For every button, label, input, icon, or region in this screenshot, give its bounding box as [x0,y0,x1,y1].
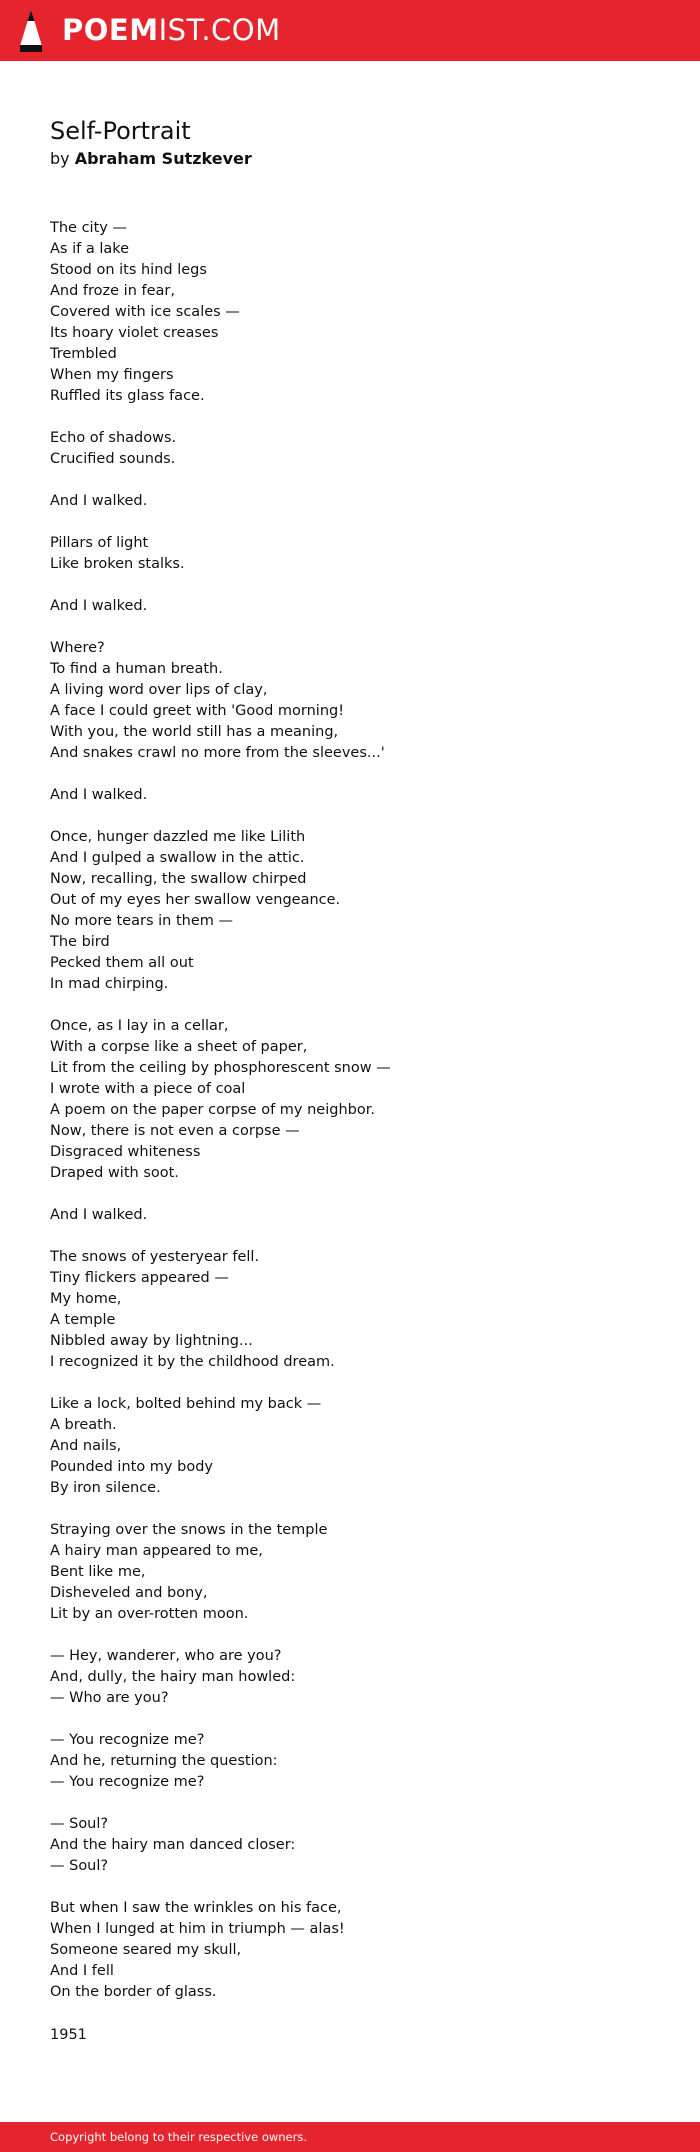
poem-line: Once, as I lay in a cellar, [50,1018,229,1034]
poem-line: A living word over lips of clay, [50,682,268,698]
poem-title: Self-Portrait [50,117,191,145]
poem-line: And I walked. [50,787,148,803]
poem-line: The city — [50,220,127,236]
poem-line: Pecked them all out [50,955,194,971]
poem-line: Nibbled away by lightning... [50,1333,253,1349]
poem-line: — Who are you? [50,1690,169,1706]
stanza-gap [50,1709,650,1730]
poem-line: Once, hunger dazzled me like Lilith [50,829,306,845]
poem-line: — Soul? [50,1816,109,1832]
poem-line: Trembled [50,346,117,362]
poem-line: Disgraced whiteness [50,1144,201,1160]
poem-line: And nails, [50,1438,122,1454]
poem-line: To find a human breath. [50,661,223,677]
poem-line: Disheveled and bony, [50,1585,208,1601]
poem-line: And I walked. [50,598,148,614]
poem-line: With you, the world still has a meaning, [50,724,339,740]
poem-line: Now, recalling, the swallow chirped [50,871,307,887]
poem-line: Covered with ice scales — [50,304,240,320]
poem-line: Lit from the ceiling by phosphorescent snow — [50,1060,391,1076]
poem-line: Where? [50,640,105,656]
poem-line: Lit by an over-rotten moon. [50,1606,249,1622]
poem-body [50,218,650,2003]
poem-line: In mad chirping. [50,976,169,992]
poem-line: A hairy man appeared to me, [50,1543,263,1559]
stanza-gap [50,512,650,533]
poem-line: Pillars of light [50,535,149,551]
poem-line: Now, there is not even a corpse — [50,1123,300,1139]
poem-line: Draped with soot. [50,1165,179,1181]
stanza-gap [50,995,650,1016]
poem-line: On the border of glass. [50,1984,217,2000]
byline [50,148,252,170]
poem-line: When my fingers [50,367,174,383]
poem-line: Crucified sounds. [50,451,176,467]
stanza-gap [50,407,650,428]
site-logo[interactable] [62,14,281,47]
stanza-gap [50,1877,650,1898]
poem-line: A face I could greet with 'Good morning! [50,703,345,719]
poem-line: My home, [50,1291,122,1307]
poem-line: And, dully, the hairy man howled: [50,1669,296,1685]
poem-line: As if a lake [50,241,130,257]
stanza-gap [50,764,650,785]
poem-line: And he, returning the question: [50,1753,278,1769]
stanza-gap [50,806,650,827]
by-label: by [50,149,70,168]
poem-line: A breath. [50,1417,117,1433]
poem-line: When I lunged at him in triumph — alas! [50,1921,345,1937]
poem-line: With a corpse like a sheet of paper, [50,1039,308,1055]
poem-line: Like a lock, bolted behind my back — [50,1396,322,1412]
stanza-gap [50,470,650,491]
poem-line: Out of my eyes her swallow vengeance. [50,892,341,908]
poem-line: And I walked. [50,493,148,509]
stanza-gap [50,1499,650,1520]
site-header [0,0,700,61]
copyright-notice: Copyright belong to their respective owners. [50,2130,308,2144]
poem-line: — Soul? [50,1858,109,1874]
stanza-gap [50,575,650,596]
poem-line: Pounded into my body [50,1459,213,1475]
poem-line: Stood on its hind legs [50,262,207,278]
site-footer [0,2122,700,2152]
stanza-gap [50,1226,650,1247]
poem-line: I wrote with a piece of coal [50,1081,246,1097]
poem-line: — You recognize me? [50,1732,205,1748]
poem-line: By iron silence. [50,1480,161,1496]
poem-line: Ruffled its glass face. [50,388,205,404]
poem-line: Bent like me, [50,1564,146,1580]
poem-line: And snakes crawl no more from the sleeves...' [50,745,385,761]
poem-line: And froze in fear, [50,283,175,299]
poem-line: The snows of yesteryear fell. [50,1249,260,1265]
logo-bold-text: POEM [62,13,159,47]
stanza-gap [50,617,650,638]
poem-line: — You recognize me? [50,1774,205,1790]
poem-line: And the hairy man danced closer: [50,1837,296,1853]
poem-line: And I gulped a swallow in the attic. [50,850,305,866]
stanza-gap [50,1373,650,1394]
poem-line: Straying over the snows in the temple [50,1522,328,1538]
poem-line: A temple [50,1312,116,1328]
poem-line: Someone seared my skull, [50,1942,242,1958]
poem-line: Like broken stalks. [50,556,185,572]
poem-line: The bird [50,934,110,950]
pencil-tip-icon[interactable] [18,10,44,52]
stanza-gap [50,1625,650,1646]
poem-line: And I walked. [50,1207,148,1223]
poem-year: 1951 [50,2027,87,2043]
stanza-gap [50,1184,650,1205]
logo-light-text: IST.COM [158,13,281,47]
poem-line: But when I saw the wrinkles on his face, [50,1900,342,1916]
poem-line: Echo of shadows. [50,430,177,446]
poem-line: A poem on the paper corpse of my neighbor. [50,1102,375,1118]
poem-line: Tiny flickers appeared — [50,1270,229,1286]
author-name: Abraham Sutzkever [74,149,252,168]
stanza-gap [50,1793,650,1814]
poem-line: I recognized it by the childhood dream. [50,1354,335,1370]
poem-line: No more tears in them — [50,913,233,929]
poem-line: — Hey, wanderer, who are you? [50,1648,282,1664]
poem-line: Its hoary violet creases [50,325,219,341]
poem-line: And I fell [50,1963,114,1979]
